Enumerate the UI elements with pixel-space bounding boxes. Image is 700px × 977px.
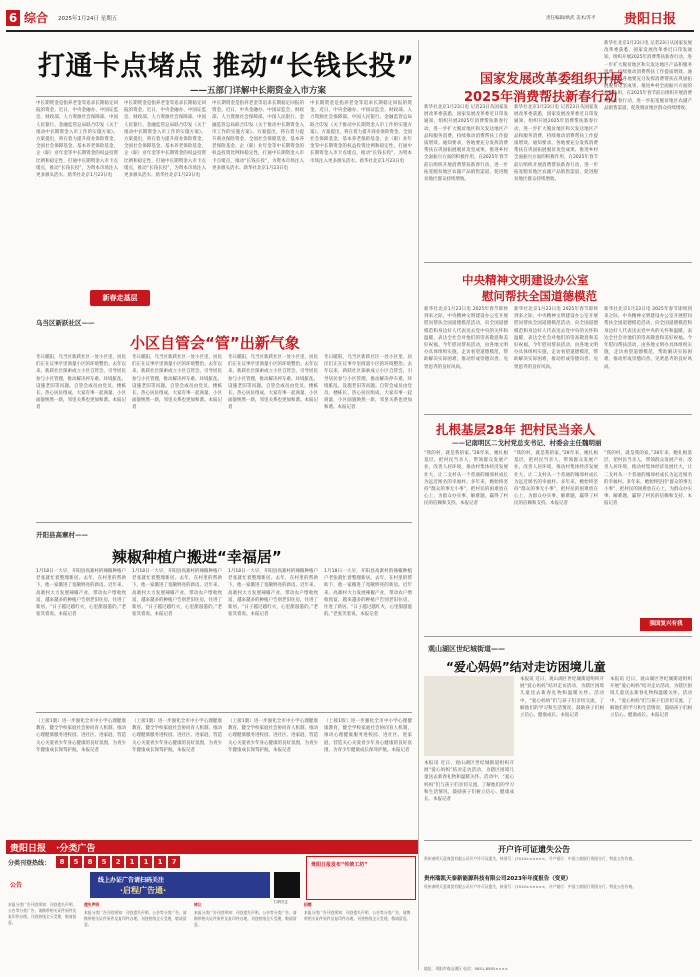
ads-phone-digits — [56, 856, 196, 868]
phone-digit: 1 — [140, 856, 152, 868]
guanshan-title-line2: “爱心妈妈”结对走访困境儿童 — [446, 660, 606, 674]
lower-body-col-1: （上接1版）进一步强化全市中小学心理健康教育，健全学校家庭社会协同育人机制，推动心理健康服务进校园、进社区、进家庭，营造关心关爱青少年身心健康的良好氛围，为青少年健康成长保驾护航。本报记者 — [36, 719, 126, 753]
central-title-line2: 慰问帮扶全国道德模范 — [482, 289, 597, 303]
listing-title: 招聘 — [304, 902, 312, 907]
community-heading: 乌当区新跃社区—— — [36, 319, 95, 327]
pepper-title: 辣椒种植户搬进“幸福居” — [112, 548, 282, 566]
zhagen-body-col-3: “我的村，就是我的家。”28年来，她扎根基层，把村民当亲人，带领群众发展产业、改善人居环境，推动村集体经济发展壮大，让二戈村从一个普通的城郊村成长为远近闻名的幸福村。多年来，她始终坚持“群众的事无小事”，把村民的困难放在心上，为群众办实事、解难题，赢得了村民的信赖和支持。本报记者 — [604, 451, 692, 507]
community-body-col-2: 冬日暖阳，乌当区新跃社区一处小区里，居民们正在议事亭里商量小区的环境整治。去年以来，新跃社区探索成立小区自管会，引导居民参与小区管理，推动解决停车难、环境脏乱、设施老旧等问题。自管会成员由党员、楼栋长、热心居民组成，大家有事一起商量，小区面貌焕然一新，邻里关系也更加和谐。本报记者 — [132, 355, 222, 411]
phone-digit: 1 — [154, 856, 166, 868]
listing-body: 本报分类广告刊登须知：刊登遗失声明、公告等分类广告，请携带相关证件原件及复印件办理。刊登热线全天受理，敬请留意。 — [84, 910, 187, 927]
annual-report-body: 贵州南明天意商贸有限公司开户许可证遗失，核准号：J7010××××××，开户银行：中国工商银行贵阳分行，特此公告作废。 — [424, 884, 637, 889]
lower-body-col-2: （上接1版）进一步强化全市中小学心理健康教育，健全学校家庭社会协同育人机制，推动心理健康服务进校园、进社区、进家庭，营造关心关爱青少年身心健康的良好氛围，为青少年健康成长保驾护航。本报记者 — [132, 719, 222, 753]
ads-phone-label: 分类刊登热线： — [8, 860, 51, 867]
license-notice-body: 贵州南明天意商贸有限公司开户许可证遗失，核准号：J7010××××××，开户银行：中国工商银行贵阳分行，特此公告作废。 — [424, 856, 637, 861]
listing-title: 遗失声明 — [84, 902, 100, 907]
central-body-col-1: 新华社北京1月23日电 2025年春节即将到来之际，中央精神文明建设办公室开展慰问帮扶全国道德模范活动，向全国道德模范和身边好人代表送去党中央的关怀和温暖，表达全社会对他们的崇高敬意和美好祝福。今年慰问帮扶活动，由各地文明办具体组织实施，走访看望道德模范，帮助解决实际困难，推动形成崇德向善、见贤思齐的良好风尚。 — [424, 307, 508, 370]
ads-tagline: 线上办证广告请扫码关注 — [98, 877, 165, 884]
listing-body: 本报分类广告刊登须知：刊登遗失声明、公告等分类广告，请携带相关证件原件及复印件办理。刊登热线全天受理，敬请留意。 — [304, 910, 411, 921]
phone-digit: 8 — [56, 856, 68, 868]
community-body-col-3: 冬日暖阳，乌当区新跃社区一处小区里，居民们正在议事亭里商量小区的环境整治。去年以来，新跃社区探索成立小区自管会，引导居民参与小区管理，推动解决停车难、环境脏乱、设施老旧等问题。自管会成员由党员、楼栋长、热心居民组成，大家有事一起商量，小区面貌焕然一新，邻里关系也更加和谐。本报记者 — [228, 355, 318, 411]
issue-date: 2025年1月24日 星期五 — [58, 16, 118, 22]
divider — [36, 522, 412, 523]
ads-qr-label: 扫码关注 — [274, 900, 288, 904]
ndrc-body-col-3: 新华社北京1月23日电 记者23日从国家发展改革委获悉，国家发展改革委近日印发通知，组织开展2025年消费帮扶新春行动，进一步扩大脱贫地区和欠发达地区产品和服务消费，持续推动消费帮扶工作提质增效。通知要求，各地要充分发挥消费帮扶在巩固拓展脱贫攻坚成果、推进乡村全面振兴方面的积极作用，在2025年春节前后组织开展消费帮扶新春行动，进一步拓宽脱贫地区农副产品销售渠道，促进脱贫地区群众持续增收。 — [604, 41, 692, 111]
spring-banner-text: 新春走基层 — [102, 294, 138, 302]
lead-title: 打通卡点堵点 推动“长钱长投” — [38, 51, 415, 82]
annual-report-title: 贵州瑞凯天泰新能源科技有限公司2023年年度报告（变更） — [424, 876, 572, 882]
ndrc-body-col-1: 新华社北京1月23日电 记者23日从国家发展改革委获悉，国家发展改革委近日印发通知，组织开展2025年消费帮扶新春行动，进一步扩大脱贫地区和欠发达地区产品和服务消费，持续推动消费帮扶工作提质增效。通知要求，各地要充分发挥消费帮扶在巩固拓展脱贫攻坚成果、推进乡村全面振兴方面的积极作用，在2025年春节前后组织开展消费帮扶新春行动，进一步拓宽脱贫地区农副产品销售渠道，促进脱贫地区群众持续增收。 — [424, 105, 508, 183]
zhagen-badge — [640, 618, 692, 631]
lead-body-col-3: 中长期资金是指养老金等追求长期稳定回报的资金。近日，中央金融办、中国证监会、财政部、人力资源社会保障部、中国人民银行、金融监管总局联合印发《关于推动中长期资金入市工作的实施方案》。方案提出，将在着力提升商业保险资金、全国社会保障基金、基本养老保险基金、企（职）业年金等中长期资金的权益投资比例和稳定性，打通中长期资金入市卡点堵点，推动“长钱长投”，为资本市场注入更多源头活水。新华社北京1月23日电 — [212, 101, 304, 171]
phone-digit: 5 — [70, 856, 82, 868]
zhagen-title: 扎根基层28年 把村民当亲人 — [436, 422, 596, 437]
footer-address: 地址：贵阳市观山湖区 电话：0851-8585×××× — [424, 966, 508, 971]
masthead-rule — [6, 30, 694, 32]
guanshan-body-col-3: 本报讯 近日，观山湖区世纪城街道组织开展“爱心妈妈”结对走访活动，为辖区困境儿童送去新春礼物和温暖关怀。活动中，“爱心妈妈”们与孩子们亲切交流，了解他们的学习和生活情况，鼓励孩子们树立信心、健康成长。本报记者 — [610, 677, 692, 719]
divider — [424, 840, 692, 841]
zhagen-body-col-2: “我的村，就是我的家。”28年来，她扎根基层，把村民当亲人，带领群众发展产业、改善人居环境，推动村集体经济发展壮大，让二戈村从一个普通的城郊村成长为远近闻名的幸福村。多年来，她始终坚持“群众的事无小事”，把村民的困难放在心上，为群众办实事、解难题，赢得了村民的信赖和支持。本报记者 — [514, 451, 598, 507]
phone-digit: 1 — [126, 856, 138, 868]
divider — [36, 712, 412, 713]
lower-body-col-4: （上接1版）进一步强化全市中小学心理健康教育，健全学校家庭社会协同育人机制，推动心理健康服务进校园、进社区、进家庭，营造关心关爱青少年身心健康的良好氛围，为青少年健康成长保驾护航。本报记者 — [324, 719, 412, 753]
column-divider — [418, 40, 419, 970]
section-name: 综合 — [24, 11, 49, 25]
ads-red-box — [306, 856, 416, 900]
notice-heading: 公告 — [10, 882, 23, 889]
ads-platform: ·启程广告通· — [120, 886, 167, 895]
ads-red-box-title: 贵阳日报发布“传统工坊” — [311, 862, 368, 868]
pepper-body-col-3: 1月18日一大早，开阳县高寨村的辣椒种植户老张就忙着整理新居。去年，在村里的帮助下，他一家搬进了宽敞明亮的新房。近年来，高寨村大力发展辣椒产业，带动农户增收致富，越来越多的种植户告别老旧住房，住进了新居。“日子越过越红火，心里甜滋滋的。”老张笑着说。本报记者 — [228, 569, 318, 618]
guanshan-title: 观山湖区世纪城街道—— — [428, 645, 505, 653]
ndrc-title: 国家发展改革委组织开展 — [480, 72, 624, 87]
notice-body: 本报分类广告刊登须知：刊登遗失声明、公告等分类广告，请携带相关证件原件及复印件办理。刊登热线全天受理，敬请留意。 — [8, 902, 77, 925]
license-notice-title: 开户许可证遗失公告 — [498, 845, 570, 854]
divider — [424, 636, 692, 637]
divider — [424, 414, 692, 415]
guanshan-photo — [424, 676, 514, 756]
lead-body-col-1: 中长期资金是指养老金等追求长期稳定回报的资金。近日，中央金融办、中国证监会、财政部、人力资源社会保障部、中国人民银行、金融监管总局联合印发《关于推动中长期资金入市工作的实施方案》。方案提出，将在着力提升商业保险资金、全国社会保障基金、基本养老保险基金、企（职）业年金等中长期资金的权益投资比例和稳定性，打通中长期资金入市卡点堵点，推动“长钱长投”，为资本市场注入更多源头活水。新华社北京1月23日电 — [36, 101, 118, 179]
guanshan-body-col-1: 本报讯 近日，观山湖区世纪城街道组织开展“爱心妈妈”结对走访活动，为辖区困境儿童送去新春礼物和温暖关怀。活动中，“爱心妈妈”们与孩子们亲切交流，了解他们的学习和生活情况，鼓励孩子们树立信心、健康成长。本报记者 — [424, 761, 514, 803]
lead-body-col-4: 中长期资金是指养老金等追求长期稳定回报的资金。近日，中央金融办、中国证监会、财政部、人力资源社会保障部、中国人民银行、金融监管总局联合印发《关于推动中长期资金入市工作的实施方案》。方案提出，将在着力提升商业保险资金、全国社会保障基金、基本养老保险基金、企（职）业年金等中长期资金的权益投资比例和稳定性，打通中长期资金入市卡点堵点，推动“长钱长投”，为资本市场注入更多源头活水。新华社北京1月23日电 — [310, 101, 412, 164]
ads-qr — [274, 872, 300, 904]
central-body-col-3: 新华社北京1月23日电 2025年春节即将到来之际，中央精神文明建设办公室开展慰问帮扶全国道德模范活动，向全国道德模范和身边好人代表送去党中央的关怀和温暖，表达全社会对他们的崇高敬意和美好祝福。今年慰问帮扶活动，由各地文明办具体组织实施，走访看望道德模范，帮助解决实际困难，推动形成崇德向善、见贤思齐的良好风尚。 — [604, 307, 692, 370]
newspaper-logo: 贵阳日报 — [624, 12, 677, 27]
pepper-body-col-1: 1月18日一大早，开阳县高寨村的辣椒种植户老张就忙着整理新居。去年，在村里的帮助下，他一家搬进了宽敞明亮的新房。近年来，高寨村大力发展辣椒产业，带动农户增收致富，越来越多的种植户告别老旧住房，住进了新居。“日子越过越红火，心里甜滋滋的。”老张笑着说。本报记者 — [36, 569, 126, 618]
lead-subtitle: ——五部门详解中长期资金入市方案 — [190, 86, 327, 96]
editors: 责任编辑/欧武 美术/苏平 — [546, 16, 596, 21]
community-body-col-1: 冬日暖阳，乌当区新跃社区一处小区里，居民们正在议事亭里商量小区的环境整治。去年以来，新跃社区探索成立小区自管会，引导居民参与小区管理，推动解决停车难、环境脏乱、设施老旧等问题。自管会成员由党员、楼栋长、热心居民组成，大家有事一起商量，小区面貌焕然一新，邻里关系也更加和谐。本报记者 — [36, 355, 126, 411]
central-title: 中央精神文明建设办公室 — [462, 273, 589, 287]
listing-title: 转让 — [194, 902, 202, 907]
pepper-heading: 开阳县高寨村—— — [36, 531, 88, 539]
pepper-body-col-4: 1月18日一大早，开阳县高寨村的辣椒种植户老张就忙着整理新居。去年，在村里的帮助下，他一家搬进了宽敞明亮的新房。近年来，高寨村大力发展辣椒产业，带动农户增收致富，越来越多的种植户告别老旧住房，住进了新居。“日子越过越红火，心里甜滋滋的。”老张笑着说。本报记者 — [324, 569, 412, 618]
listing-body: 本报分类广告刊登须知：刊登遗失声明、公告等分类广告，请携带相关证件原件及复印件办理。刊登热线全天受理，敬请留意。 — [194, 910, 297, 927]
ads-promo — [90, 872, 270, 898]
phone-digit: 8 — [84, 856, 96, 868]
zhagen-body-col-1: “我的村，就是我的家。”28年来，她扎根基层，把村民当亲人，带领群众发展产业、改善人居环境，推动村集体经济发展壮大，让二戈村从一个普通的城郊村成长为远近闻名的幸福村。多年来，她始终坚持“群众的事无小事”，把村民的困难放在心上，为群众办实事、解难题，赢得了村民的信赖和支持。本报记者 — [424, 451, 508, 507]
lead-subtitle-rule — [36, 96, 412, 97]
ndrc-body-col-2: 新华社北京1月23日电 记者23日从国家发展改革委获悉，国家发展改革委近日印发通知，组织开展2025年消费帮扶新春行动，进一步扩大脱贫地区和欠发达地区产品和服务消费，持续推动消费帮扶工作提质增效。通知要求，各地要充分发挥消费帮扶在巩固拓展脱贫攻坚成果、推进乡村全面振兴方面的积极作用，在2025年春节前后组织开展消费帮扶新春行动，进一步拓宽脱贫地区农副产品销售渠道，促进脱贫地区群众持续增收。 — [514, 105, 598, 183]
phone-digit: 5 — [98, 856, 110, 868]
community-title: 小区自管会“管”出新气象 — [130, 334, 300, 352]
ndrc-title-line2: 2025年消费帮扶新春行动 — [464, 90, 618, 105]
divider — [424, 262, 692, 263]
phone-digit: 2 — [112, 856, 124, 868]
lead-body-col-2: 中长期资金是指养老金等追求长期稳定回报的资金。近日，中央金融办、中国证监会、财政部、人力资源社会保障部、中国人民银行、金融监管总局联合印发《关于推动中长期资金入市工作的实施方案》。方案提出，将在着力提升商业保险资金、全国社会保障基金、基本养老保险基金、企（职）业年金等中长期资金的权益投资比例和稳定性，打通中长期资金入市卡点堵点，推动“长钱长投”，为资本市场注入更多源头活水。新华社北京1月23日电 — [124, 101, 206, 179]
ads-header — [6, 840, 418, 854]
pepper-body-col-2: 1月18日一大早，开阳县高寨村的辣椒种植户老张就忙着整理新居。去年，在村里的帮助下，他一家搬进了宽敞明亮的新房。近年来，高寨村大力发展辣椒产业，带动农户增收致富，越来越多的种植户告别老旧住房，住进了新居。“日子越过越红火，心里甜滋滋的。”老张笑着说。本报记者 — [132, 569, 222, 618]
page-number: 6 — [6, 10, 20, 26]
zhagen-badge-text: 强国复兴有我 — [649, 621, 683, 627]
masthead — [6, 8, 694, 30]
phone-digit: 7 — [168, 856, 180, 868]
community-body-col-4: 冬日暖阳，乌当区新跃社区一处小区里，居民们正在议事亭里商量小区的环境整治。去年以来，新跃社区探索成立小区自管会，引导居民参与小区管理，推动解决停车难、环境脏乱、设施老旧等问题。自管会成员由党员、楼栋长、热心居民组成，大家有事一起商量，小区面貌焕然一新，邻里关系也更加和谐。本报记者 — [324, 355, 412, 411]
central-body-col-2: 新华社北京1月23日电 2025年春节即将到来之际，中央精神文明建设办公室开展慰问帮扶全国道德模范活动，向全国道德模范和身边好人代表送去党中央的关怀和温暖，表达全社会对他们的崇高敬意和美好祝福。今年慰问帮扶活动，由各地文明办具体组织实施，走访看望道德模范，帮助解决实际困难，推动形成崇德向善、见贤思齐的良好风尚。 — [514, 307, 598, 370]
lower-body-col-3: （上接1版）进一步强化全市中小学心理健康教育，健全学校家庭社会协同育人机制，推动心理健康服务进校园、进社区、进家庭，营造关心关爱青少年身心健康的良好氛围，为青少年健康成长保驾护航。本报记者 — [228, 719, 318, 753]
ads-section: ·分类广告 — [56, 844, 96, 854]
ads-logo: 贵阳日报 — [10, 844, 47, 854]
guanshan-body-col-2: 本报讯 近日，观山湖区世纪城街道组织开展“爱心妈妈”结对走访活动，为辖区困境儿童送去新春礼物和温暖关怀。活动中，“爱心妈妈”们与孩子们亲切交流，了解他们的学习和生活情况，鼓励孩子们树立信心、健康成长。本报记者 — [520, 677, 604, 719]
spring-banner — [90, 290, 150, 306]
zhagen-subtitle: ——记南明区二戈村党总支书记、村委会主任魏明丽 — [452, 439, 602, 447]
